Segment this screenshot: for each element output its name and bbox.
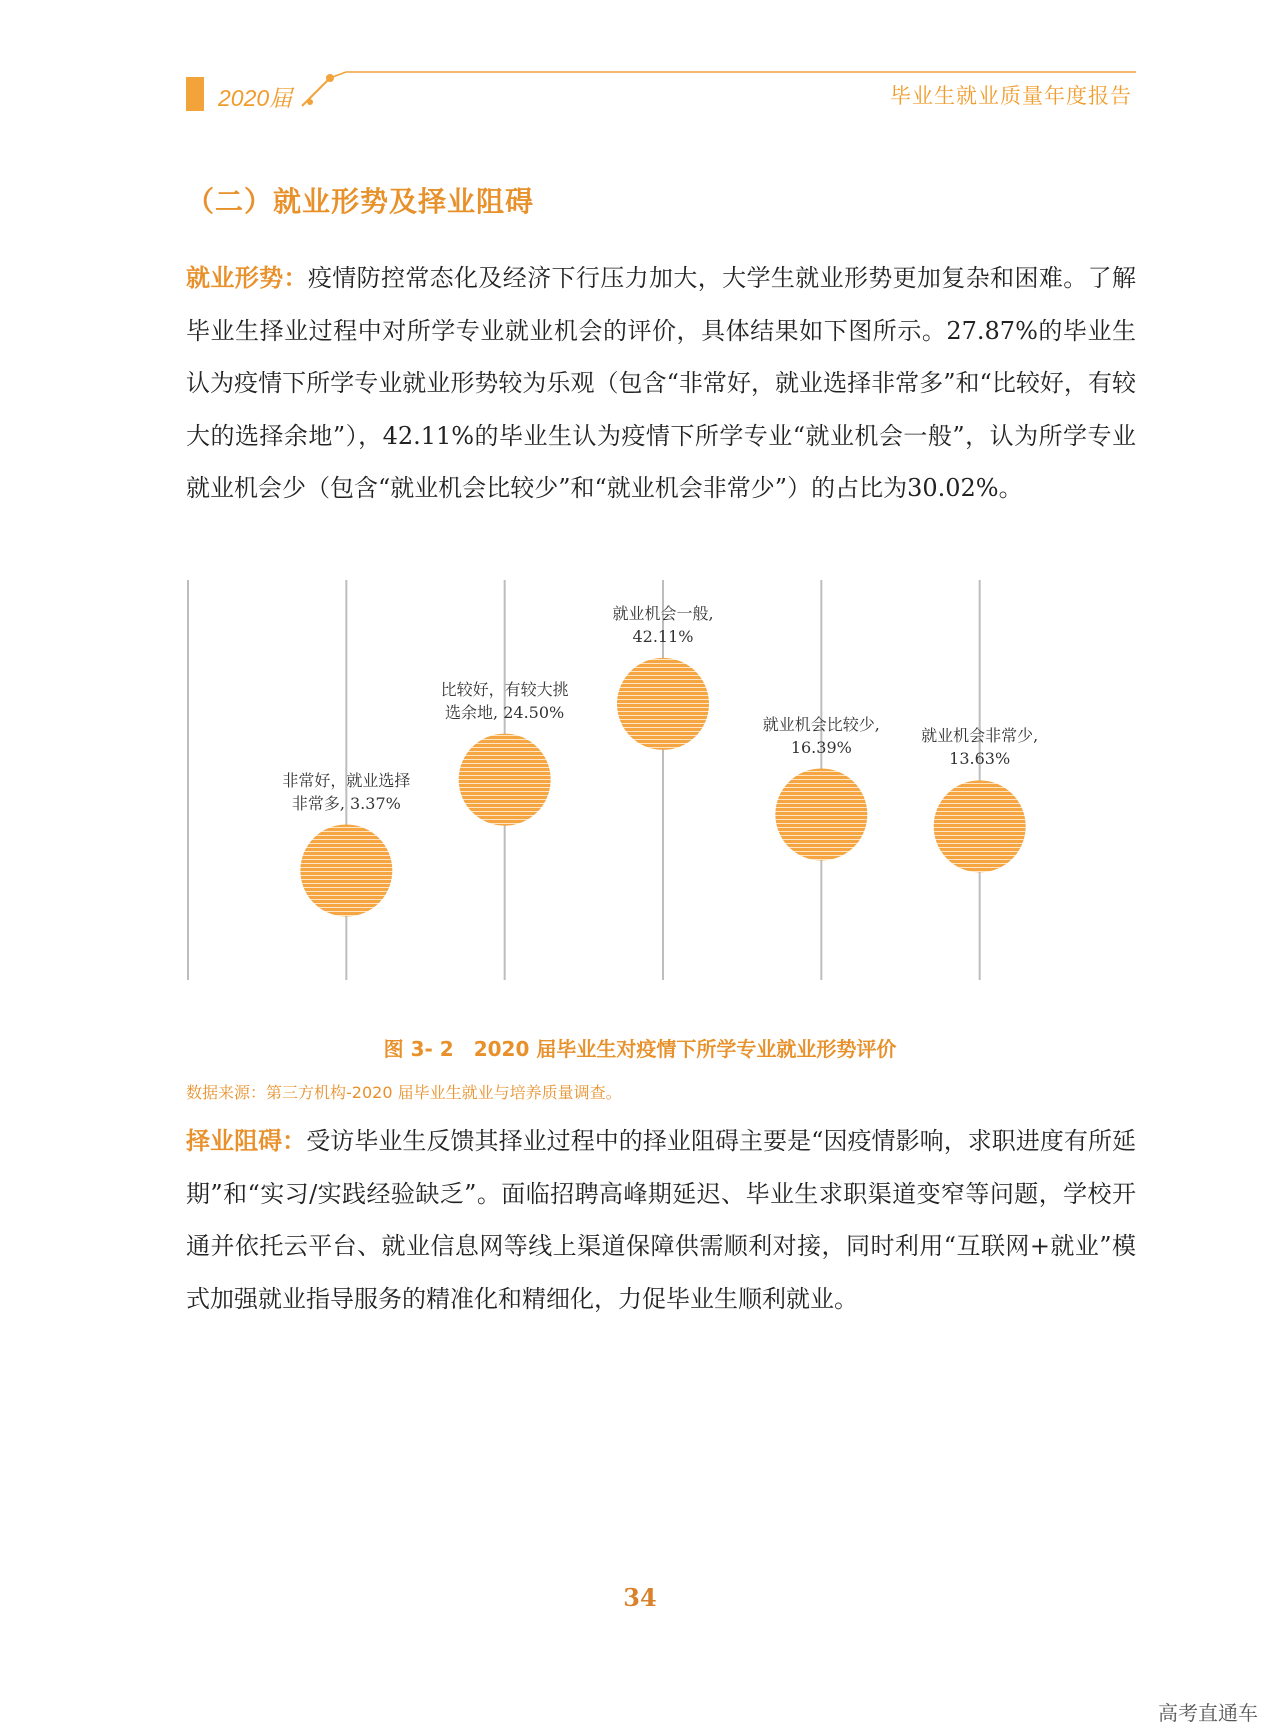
chart-data-label [612, 602, 713, 648]
data-label-line: 非常多, 3.37% [291, 793, 401, 813]
chart-data-label [441, 678, 569, 724]
figure-source: 数据来源：第三方机构-2020 届毕业生就业与培养质量调查。 [186, 1083, 622, 1102]
data-label-line: 就业机会一般, [612, 603, 714, 623]
chart-data-label [921, 724, 1038, 770]
report-title: 毕业生就业质量年度报告 [890, 85, 1132, 108]
data-label-line: 选余地, 24.50% [445, 702, 565, 722]
chart-data-label [282, 769, 410, 815]
paragraph-body: 受访毕业生反馈其择业过程中的择业阻碍主要是“因疫情影响，求职进度有所延期”和“实习/实践经验缺乏”。面临招聘高峰期延迟、毕业生求职渠道变窄等问题，学校开通并依托云平台、就业信息网等线上渠道保障供需顺利对接，同时利用“互联网+就业”模式加强就业指导服务的精准化和精细化，力促毕业生顺利就业。 [186, 1127, 1136, 1313]
chart-bubble [459, 734, 551, 826]
data-label-line: 16.39% [790, 737, 852, 757]
chart-bubble [300, 825, 392, 917]
employment-evaluation-chart [186, 580, 1136, 980]
data-label-line: 就业机会非常少, [921, 726, 1039, 746]
section-title: （二）就业形势及择业阻碍 [186, 185, 535, 218]
watermark-text: 高考直通车 [1158, 1701, 1258, 1725]
chart-data-label [763, 713, 880, 759]
page-number: 34 [623, 1583, 657, 1612]
data-label-line: 比较好，有较大挑 [440, 679, 569, 699]
header-year: 2020届 [218, 85, 293, 111]
paragraph-body: 疫情防控常态化及经济下行压力加大，大学生就业形势更加复杂和困难。了解毕业生择业过程中对所学专业就业机会的评价，具体结果如下图所示。27.87%的毕业生认为疫情下所学专业就业形势较为乐观（包含“非常好，就业选择非常多”和“比较好，有较大的选择余地”），42.11%的毕业生认为疫情下所学专业“就业机会一般”，认为所学专业就业机会少（包含“就业机会比较少”和“就业机会非常少”）的占比为30.02%。 [186, 264, 1136, 503]
paragraph-lead: 就业形势： [186, 264, 308, 292]
data-label-line: 非常好，就业选择 [282, 770, 411, 790]
employment-situation-paragraph [186, 252, 1136, 515]
header-accent-bar [186, 77, 204, 111]
chart-bubble [934, 780, 1026, 872]
chart-bubble [775, 769, 867, 861]
data-label-line: 42.11% [632, 626, 694, 646]
paragraph-lead: 择业阻碍： [186, 1127, 307, 1155]
chart-bubble [617, 658, 709, 750]
figure-caption: 图 3- 2 2020 届毕业生对疫情下所学专业就业形势评价 [383, 1037, 897, 1061]
job-obstacle-paragraph [186, 1115, 1136, 1325]
data-label-line: 就业机会比较少, [762, 714, 880, 734]
data-label-line: 13.63% [949, 749, 1011, 769]
